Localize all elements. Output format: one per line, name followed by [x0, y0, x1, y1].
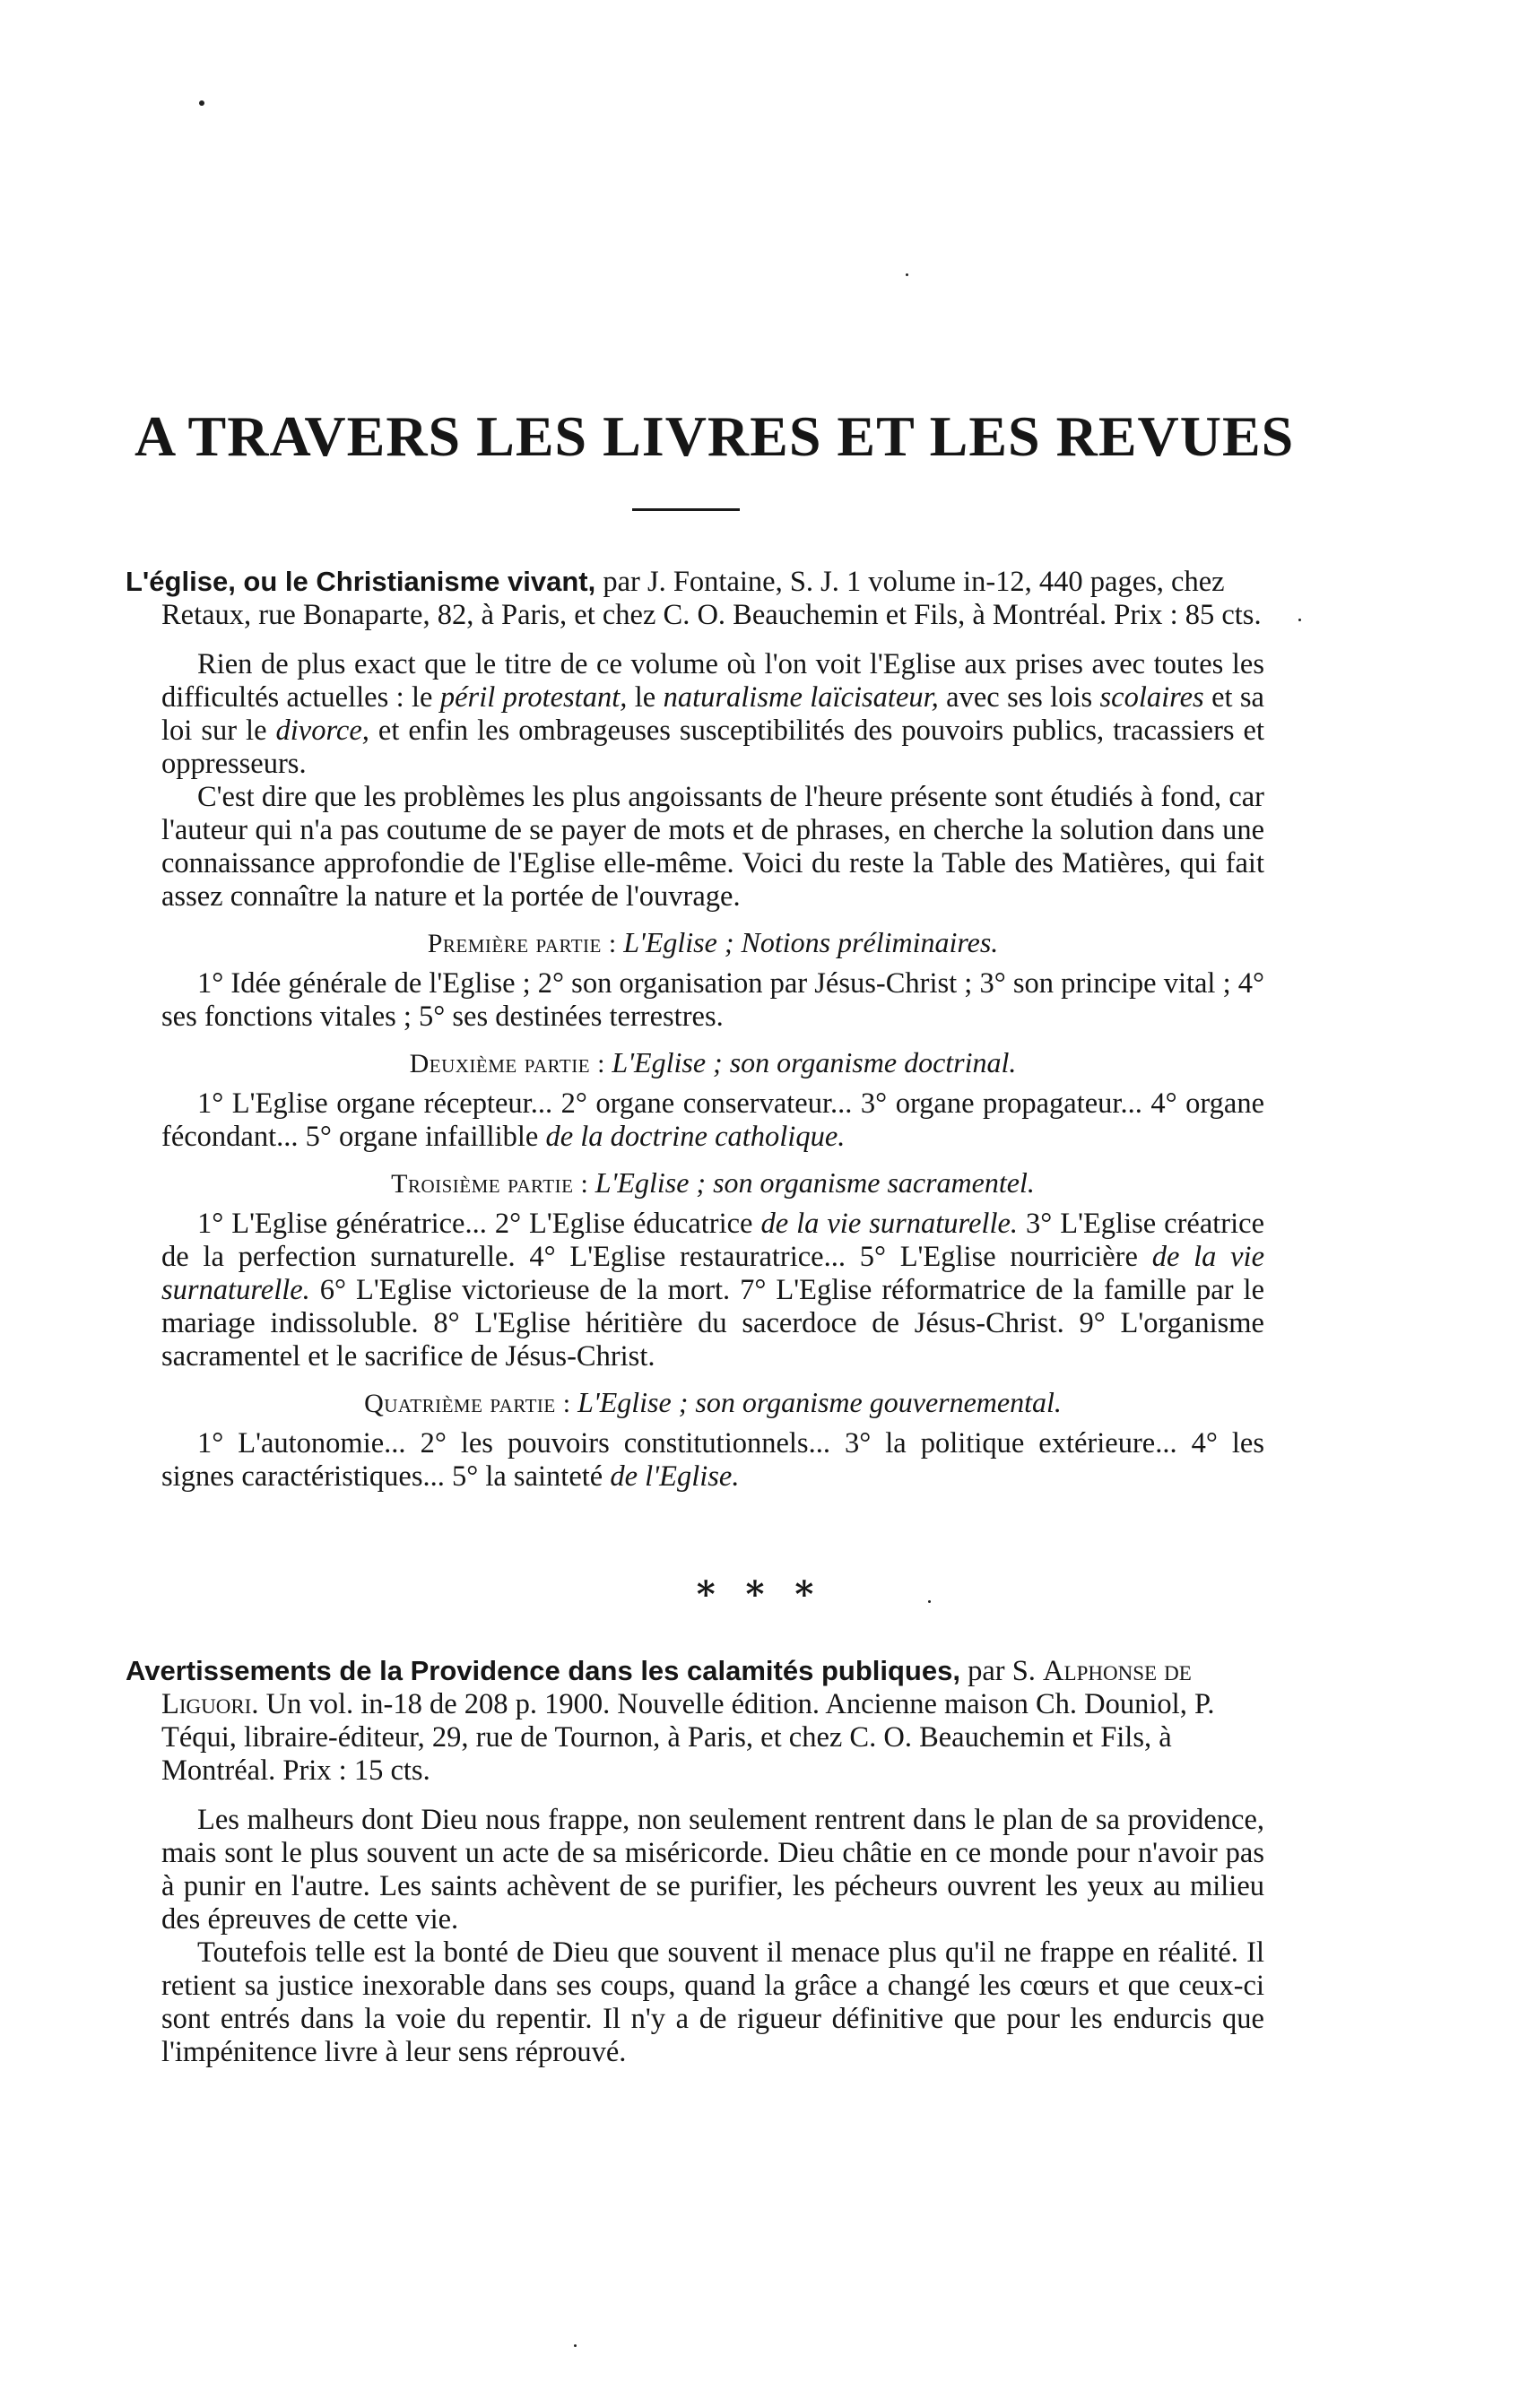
part-heading: [161, 1046, 1264, 1080]
print-speck: [574, 2344, 577, 2347]
text-run-italic: divorce,: [275, 715, 369, 747]
review-entry-1: [126, 565, 1265, 1494]
section-separator: * * *: [696, 1573, 823, 1615]
author-name: Alphonse de Liguori.: [161, 1655, 1192, 1720]
text-run: le: [627, 681, 664, 714]
part-heading: [161, 1166, 1264, 1200]
part-label: Deuxième partie :: [409, 1049, 605, 1078]
text-run-italic: de la vie surnaturelle.: [161, 1241, 1265, 1306]
part-subtitle: L'Eglise ; son organisme sacramentel.: [595, 1166, 1035, 1199]
book-publication-info: par J. Fontaine, S. J. 1 volume in-12, 440 pages, chez Retaux, rue Bonaparte, 82, à Paris, et chez C. O. Beauchemin et Fils, à Montréal. Prix : 85 cts.: [161, 566, 1262, 631]
part-label: Première partie :: [427, 929, 617, 958]
part-contents: [161, 1208, 1264, 1373]
text-run: par S.: [959, 1655, 1044, 1687]
part-label: Troisième partie :: [391, 1169, 589, 1199]
print-speck: [906, 273, 908, 276]
book-publication-info: Un vol. in-18 de 208 p. 1900. Nouvelle édition. Ancienne maison Ch. Douniol, P. Téqui, libraire-éditeur, 29, rue de Tournon, à Paris, et chez C. O. Beauchemin et Fils, à Montréal. Prix : 15 cts.: [161, 1688, 1215, 1787]
review-body: [161, 1804, 1264, 2069]
page-title: A TRAVERS LES LIVRES ET LES REVUES: [135, 404, 1295, 468]
text-run: et sa loi sur le: [161, 681, 1264, 747]
book-title: Avertissements de la Providence dans les calamités publiques,: [126, 1655, 960, 1686]
text-run: 1° L'Eglise génératrice... 2° L'Eglise éducatrice: [197, 1208, 761, 1240]
text-run: et enfin les ombrageuses susceptibilités des pouvoirs publics, tracassiers et oppresseurs.: [161, 715, 1264, 780]
review-entry-2: [126, 1654, 1264, 2069]
part-contents: [161, 1427, 1264, 1494]
text-run: avec ses lois: [938, 681, 1100, 714]
text-run-italic: péril protestant,: [439, 681, 628, 714]
paragraph: Les malheurs dont Dieu nous frappe, non seulement rentrent dans le plan de sa providence, mais sont le plus souvent un acte de sa miséricorde. Dieu châtie en ce monde pour n'avoir pas à punir en l'autre. Les saints achèvent de se purifier, les pécheurs ouvrent les yeux au milieu des épreuves de cette vie.: [161, 1804, 1264, 1936]
title-rule: [632, 508, 740, 511]
text-run-italic: de la doctrine catholique.: [545, 1121, 846, 1153]
text-run-italic: naturalisme laïcisateur,: [663, 681, 939, 714]
review-body: [161, 648, 1264, 1494]
text-run-italic: de la vie surnaturelle.: [760, 1208, 1019, 1240]
text-run: Rien de plus exact que le titre de ce volume où l'on voit l'Eglise aux prises avec toutes les difficultés actuelles : le: [161, 648, 1264, 714]
part-contents: [161, 1087, 1264, 1154]
part-heading: [161, 926, 1264, 960]
paragraph: C'est dire que les problèmes les plus angoissants de l'heure présente sont étudiés à fond, car l'auteur qui n'a pas coutume de se payer de mots et de phrases, en cherche la solution dans une connaissance approfondie de l'Eglise elle-même. Voici du reste la Table des Matières, qui fait assez connaître la nature et la portée de l'ouvrage.: [161, 781, 1264, 913]
text-run: 1° L'Eglise organe récepteur... 2° organe conservateur... 3° organe propagateur... 4° organe fécondant... 5° organe infaillible: [161, 1087, 1264, 1153]
part-subtitle: L'Eglise ; Notions préliminaires.: [623, 926, 999, 958]
text-run: 3° L'Eglise créatrice de la perfection surnaturelle. 4° L'Eglise restauratrice... 5° L'Eglise nourricière: [161, 1208, 1264, 1273]
part-label: Quatrième partie :: [364, 1389, 571, 1418]
part-subtitle: L'Eglise ; son organisme gouvernemental.: [577, 1386, 1062, 1418]
text-run: 6° L'Eglise victorieuse de la mort. 7° L'Eglise réformatrice de la famille par le mariage indissoluble. 8° L'Eglise héritière du sacerdoce de Jésus-Christ. 9° L'organisme sacramentel et le sacrifice de Jésus-Christ.: [161, 1274, 1264, 1373]
book-title: L'église, ou le Christianisme vivant,: [126, 566, 596, 597]
part-heading: [161, 1386, 1264, 1420]
text-run-italic: scolaires: [1099, 681, 1204, 714]
paragraph: Toutefois telle est la bonté de Dieu que souvent il menace plus qu'il ne frappe en réalité. Il retient sa justice inexorable dans ses coups, quand la grâce a changé les cœurs et que ceux-ci sont entrés dans la voie du repentir. Il n'y a de rigueur définitive que pour les endurcis que l'impénitence livre à leur sens réprouvé.: [161, 1936, 1264, 2068]
part-contents: 1° Idée générale de l'Eglise ; 2° son organisation par Jésus-Christ ; 3° son principe vital ; 4° ses fonctions vitales ; 5° ses destinées terrestres.: [161, 967, 1264, 1033]
print-speck: [199, 100, 204, 106]
entry-heading: [126, 1654, 1264, 1788]
text-run-italic: de l'Eglise.: [610, 1460, 740, 1493]
text-run: 1° L'autonomie... 2° les pouvoirs constitutionnels... 3° la politique extérieure... 4° les signes caractéristiques... 5° la sainteté: [161, 1427, 1264, 1493]
part-subtitle: L'Eglise ; son organisme doctrinal.: [612, 1046, 1017, 1078]
paragraph: [161, 648, 1264, 781]
print-speck: [1298, 619, 1301, 621]
entry-heading: [126, 565, 1264, 632]
